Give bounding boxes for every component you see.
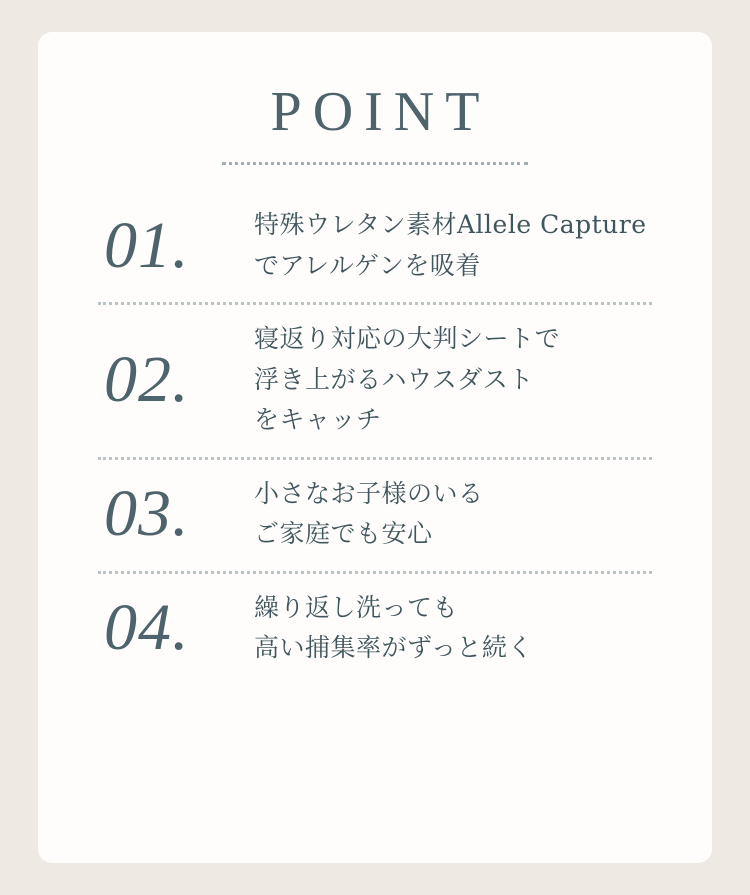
point-text-line: をキャッチ xyxy=(254,405,382,434)
point-number: 01. xyxy=(104,208,190,282)
point-number: 03. xyxy=(104,477,190,551)
point-text xyxy=(254,205,652,286)
page-title: POINT xyxy=(270,81,491,143)
point-card xyxy=(38,32,712,863)
point-text-line: 特殊ウレタン素材Allele Capture xyxy=(254,210,647,239)
list-item xyxy=(98,302,652,457)
point-text-line: 寝返り対応の大判シートで xyxy=(254,324,561,353)
list-item xyxy=(98,457,652,571)
point-text xyxy=(254,319,652,441)
point-text xyxy=(254,588,652,669)
point-number: 02. xyxy=(104,343,190,417)
point-number: 04. xyxy=(104,591,190,665)
point-text-line: でアレルゲンを吸着 xyxy=(254,250,481,280)
point-text-line: 小さなお子様のいる xyxy=(254,478,484,508)
points-list xyxy=(98,191,652,685)
point-text xyxy=(254,474,652,555)
title-block xyxy=(38,32,712,165)
list-item xyxy=(98,571,652,685)
title-divider xyxy=(222,162,528,165)
point-text-line: 浮き上がるハウスダスト xyxy=(254,364,534,394)
point-text-line: 繰り返し洗っても xyxy=(254,592,459,622)
point-text-line: 高い捕集率がずっと続く xyxy=(254,633,534,662)
point-text-line: ご家庭でも安心 xyxy=(254,519,433,548)
list-item xyxy=(98,191,652,302)
